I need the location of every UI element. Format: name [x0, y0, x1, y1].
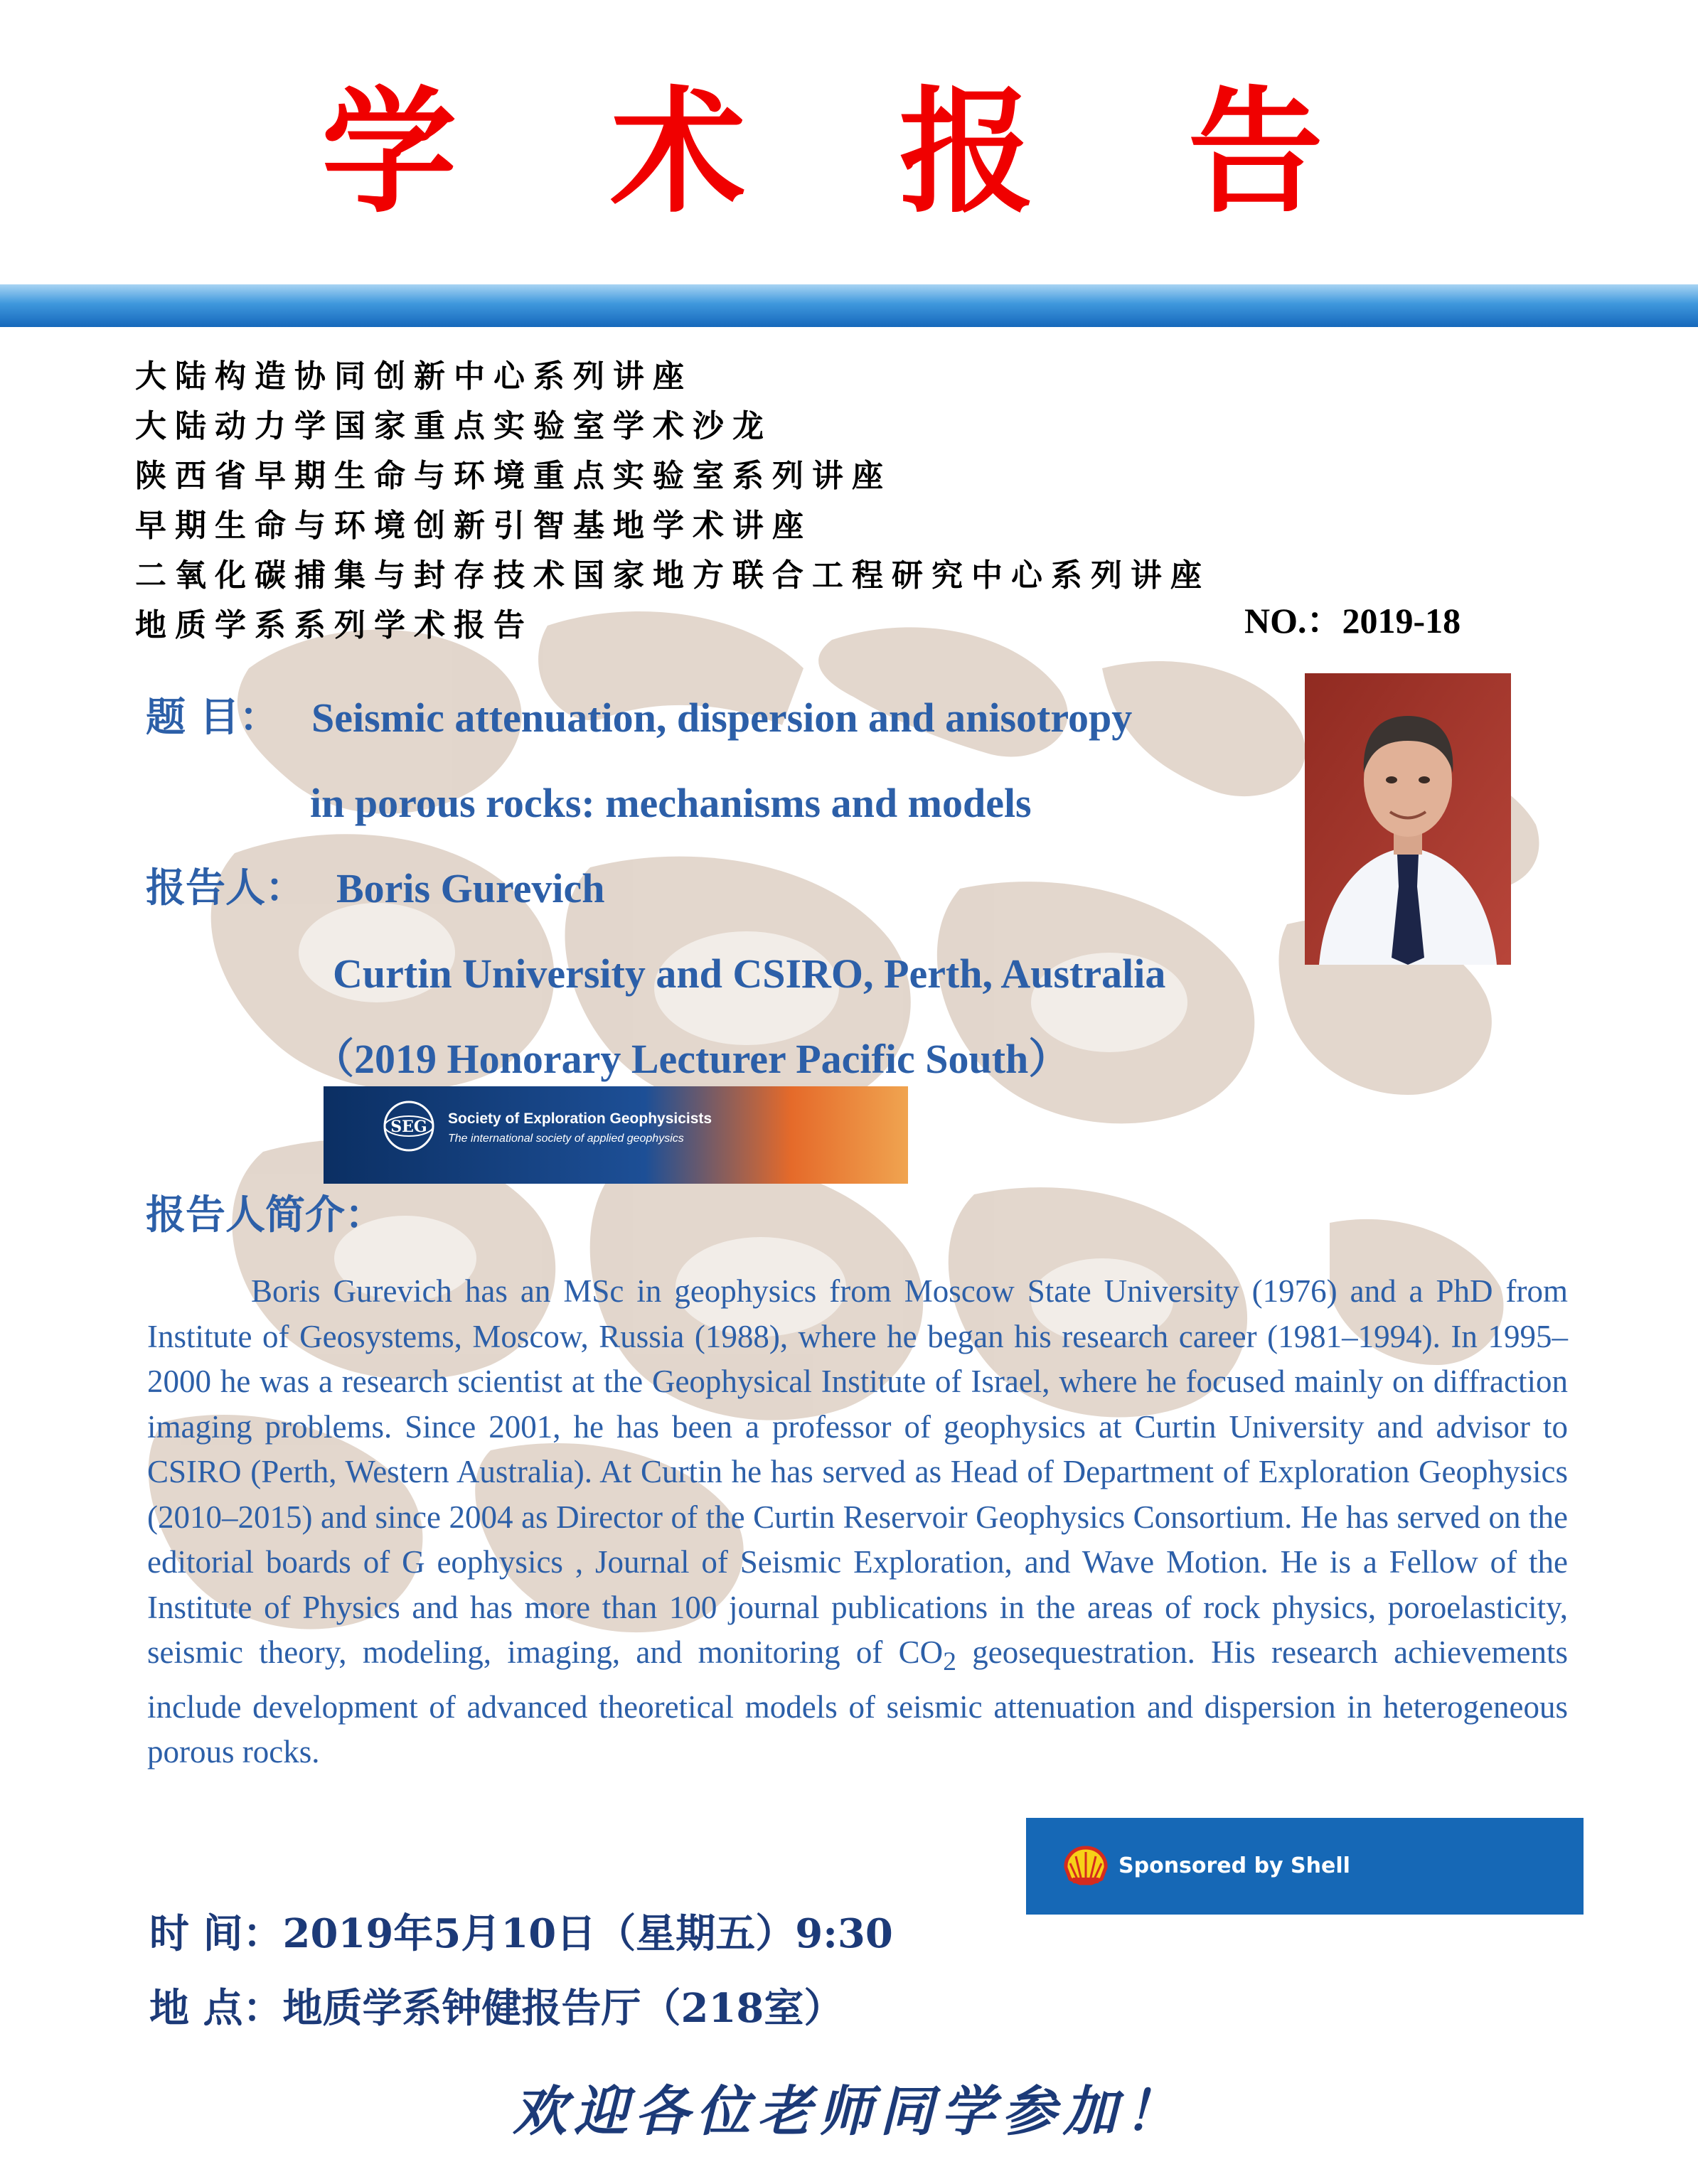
speaker-label: 报告人： — [146, 865, 305, 911]
header-band — [0, 284, 1698, 327]
seg-org-name: Society of Exploration Geophysicists — [448, 1110, 712, 1127]
place-line — [149, 1980, 843, 2037]
series-line: 二氧化碳捕集与封存技术国家地方联合工程研究中心系列讲座 — [135, 557, 1210, 594]
bio-text: Boris Gurevich has an MSc in geophysics from Moscow State University (1976) and a PhD from Institute of Geosystems, Moscow, Russia (1988), where he began his research career (1981–1994). In 1995–2000 he was a research scientist at the Geophysical Institute of Israel, where he focused mainly on diffraction imaging problems. Since 2001, he has been a professor of geophysics at Curtin University and advisor to CSIRO (Perth, Western Australia). At Curtin he has served as Head of Department of Exploration Geophysics (2010–2015) and since 2004 as Director of the Curtin Reservoir Geophysics Consortium. He has served on the editorial boards of G eophysics , Journal of Seismic Exploration, and Wave Motion. He is a Fellow of the Institute of Physics and has more than 100 journal publications in the areas of rock physics, poroelasticity, seismic theory, modeling, imaging, and monitoring of CO — [147, 1273, 1568, 1670]
seg-banner — [324, 1086, 908, 1184]
bio-paragraph — [147, 1269, 1568, 1775]
series-line: 陕西省早期生命与环境重点实验室系列讲座 — [135, 458, 892, 494]
place-label: 地 点： — [149, 1985, 283, 2032]
place-value: 地质学系钟健报告厅（218室） — [282, 1985, 844, 2032]
series-line: 地质学系系列学术报告 — [135, 607, 533, 643]
welcome-message: 欢迎各位老师同学参加！ — [513, 2079, 1185, 2143]
series-line: 早期生命与环境创新引智基地学术讲座 — [135, 508, 812, 544]
speaker-name: Boris Gurevich — [336, 865, 605, 911]
bio-text-end: geosequestration. His research achievements include development of advanced theoretical models of seismic attenuation and dispersion in heterogeneous porous rocks. — [147, 1634, 1569, 1770]
speaker-photo — [1305, 673, 1511, 965]
time-value: 2019年5月10日（星期五）9:30 — [282, 1910, 893, 1957]
sponsor-text: Sponsored by Shell — [1118, 1853, 1350, 1878]
time-label: 时 间： — [149, 1910, 283, 1957]
speaker-honor: （2019 Honorary Lecturer Pacific South） — [313, 1036, 1070, 1082]
report-number: NO.：2019-18 — [1244, 601, 1461, 641]
bio-subscript: 2 — [943, 1647, 956, 1676]
bio-label: 报告人简介： — [146, 1192, 385, 1238]
time-line — [149, 1905, 893, 1962]
topic-line-2: in porous rocks: mechanisms and models — [310, 780, 1032, 826]
topic-label: 题 目： — [146, 695, 279, 741]
main-title: 学 术 报 告 — [321, 74, 1377, 231]
series-line: 大陆动力学国家重点实验室学术沙龙 — [135, 408, 772, 444]
shell-logo-icon — [1063, 1845, 1109, 1886]
topic-line-1: Seismic attenuation, dispersion and anisotropy — [311, 695, 1133, 741]
seg-tagline: The international society of applied geophysics — [448, 1133, 684, 1145]
series-line: 大陆构造协同创新中心系列讲座 — [135, 358, 693, 395]
shell-sponsor-banner — [1026, 1818, 1584, 1915]
seg-logo-text: SEG — [390, 1118, 427, 1136]
speaker-affiliation: Curtin University and CSIRO, Perth, Australia — [333, 951, 1166, 997]
